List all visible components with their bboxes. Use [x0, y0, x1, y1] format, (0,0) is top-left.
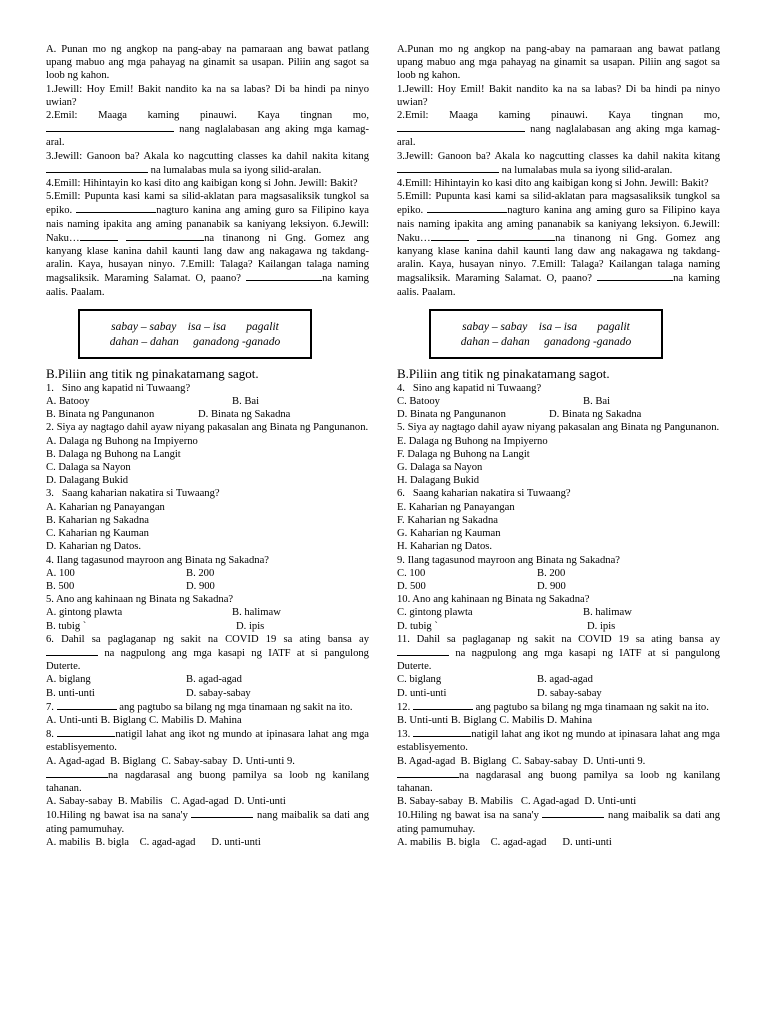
dialogue-line: 2.Emil: Maaga kaming pinauwi. Kaya tingnan mo, nang naglalabasan ang aking mga kamag-aral. — [46, 110, 369, 149]
word-choices-row: dahan – dahan ganadong -ganado — [460, 335, 632, 348]
dialogue-line: 5.Emill: Pupunta kasi kami sa silid-aklatan para magsasaliksik tungkol sa epiko. nagturo kanina ang aming guro sa Filipino kaya nais naming ipakita ang aming pananabik sa kaniyang leksiyon. 6.Jewill: Naku… na tinanong ni Gng. Gomez ang kanyang klase kanina dahil kaunti lang daw ang nakagawa ng takdang-aralin. Kaya, husayan ninyo. 7.Emill: Talaga? Kailangan talaga naming magsaliksik. Maraming Salamat. O, paano? na kaming aalis. Paalam. — [397, 191, 720, 298]
option: H. Dalagang Bukid — [397, 475, 480, 487]
part-b-heading: B.Piliin ang titik ng pinakatamang sagot. — [397, 365, 610, 381]
option: B. Dalaga ng Buhong na Langit — [46, 448, 181, 460]
answer-blank — [46, 646, 98, 656]
question: 9. Ilang tagasunod mayroon ang Binata ng Sakadna? — [397, 554, 620, 566]
question: 10. Ano ang kahinaan ng Binata ng Sakadna? — [397, 594, 590, 606]
dialogue-line: 4.Emill: Hihintayin ko kasi dito ang kaibigan kong si John. Jewill: Bakit? — [46, 178, 358, 190]
answer-blank — [80, 231, 118, 241]
option: G. Kaharian ng Kauman — [397, 528, 501, 540]
answer-blank — [126, 231, 204, 241]
word-choices-row: sabay – sabay isa – isa pagalit — [111, 320, 279, 333]
question: 8. natigil lahat ang ikot ng mundo at ipinasara lahat ang mga establisyemento. — [46, 729, 369, 754]
answer-blank — [413, 727, 471, 737]
answer-blank — [397, 122, 525, 132]
question: 10.Hiling ng bawat isa na sana'y nang maibalik sa dati ang ating pamumuhay. — [46, 810, 369, 835]
question: na nagdarasal ang buong pamilya sa loob ng kanilang tahanan. — [397, 769, 720, 794]
answer-blank — [477, 231, 555, 241]
answer-blank — [397, 646, 449, 656]
answer-blank — [597, 271, 673, 281]
question: 7. ang pagtubo sa bilang ng mga tinamaan ng sakit na ito. — [46, 701, 353, 713]
question: 6. Dahil sa paglaganap ng sakit na COVID 19 sa ating bansa ay na nagpulong ang mga kasapi ng IATF at si pangulong Duterte. — [46, 633, 369, 673]
options-row: A. mabilis B. bigla C. agad-agad D. unti-unti — [397, 836, 612, 848]
question: 4. Ilang tagasunod mayroon ang Binata ng Sakadna? — [46, 554, 269, 566]
option: E. Kaharian ng Panayangan — [397, 501, 515, 513]
option: B. Kaharian ng Sakadna — [46, 514, 149, 526]
option: H. Kaharian ng Datos. — [397, 541, 493, 553]
part-a-instructions: A.Punan mo ng angkop na pang-abay na pamaraan ang bawat patlang upang mabuo ang mga pahayag na ginamit sa usapan. Piliin ang sagot sa loob ng kahon. — [397, 44, 720, 82]
worksheet-column-left — [46, 43, 369, 849]
answer-blank — [413, 700, 473, 710]
options-row: B. tubig ` D. ipis — [46, 620, 265, 632]
question: 2. Siya ay nagtago dahil ayaw niyang pakasalan ang Binata ng Pangunanon. — [46, 422, 369, 434]
part-b-heading: B.Piliin ang titik ng pinakatamang sagot. — [46, 365, 259, 381]
question: na nagdarasal ang buong pamilya sa loob ng kanilang tahanan. — [46, 769, 369, 794]
options-row: A. mabilis B. bigla C. agad-agad D. unti-unti — [46, 836, 261, 848]
answer-blank — [46, 163, 148, 173]
dialogue-line: 1.Jewill: Hoy Emil! Bakit nandito ka na sa labas? Di ba hindi pa ninyo uwian? — [397, 83, 720, 108]
option: F. Kaharian ng Sakadna — [397, 514, 498, 526]
option: G. Dalaga sa Nayon — [397, 462, 483, 474]
question: 10.Hiling ng bawat isa na sana'y nang maibalik sa dati ang ating pamumuhay. — [397, 810, 720, 835]
question: 1. Sino ang kapatid ni Tuwaang? — [46, 382, 191, 394]
word-choices-row: dahan – dahan ganadong -ganado — [109, 335, 281, 348]
answer-blank — [397, 163, 499, 173]
options-row: A. biglang B. agad-agad — [46, 674, 242, 686]
option: C. Dalaga sa Nayon — [46, 462, 131, 474]
options-row: C. gintong plawta B. halimaw — [397, 607, 632, 619]
option: A. Dalaga ng Buhong na Impiyerno — [46, 435, 198, 447]
dialogue-line: 2.Emil: Maaga kaming pinauwi. Kaya tingnan mo, nang naglalabasan ang aking mga kamag-aral. — [397, 110, 720, 149]
options-row: C. Batooy B. Bai — [397, 396, 611, 408]
word-choices-row: sabay – sabay isa – isa pagalit — [462, 320, 630, 333]
options-row: D. 500 D. 900 — [397, 580, 566, 592]
options-row: A. Batooy B. Bai — [46, 396, 260, 408]
options-row: A. 100 B. 200 — [46, 567, 215, 579]
dialogue-line: 5.Emill: Pupunta kasi kami sa silid-aklatan para magsasaliksik tungkol sa epiko. nagturo kanina ang aming guro sa Filipino kaya nais naming ipakita ang aming pananabik sa kaniyang leksiyon. 6.Jewill: Naku… na tinanong ni Gng. Gomez ang kanyang klase kanina dahil kaunti lang daw ang nakagawa ng takdang-aralin. Kaya, husayan ninyo. 7.Emill: Talaga? Kailangan talaga naming magsaliksik. Maraming Salamat. O, paano? na kaming aalis. Paalam. — [46, 191, 369, 298]
options-row: D. tubig ` D. ipis — [397, 620, 616, 632]
options-row: D. unti-unti D. sabay-sabay — [397, 687, 602, 699]
answer-blank — [57, 727, 115, 737]
answer-blank — [191, 808, 253, 818]
dialogue-line: 3.Jewill: Ganoon ba? Akala ko nagcutting classes ka dahil nakita kitang na lumalabas mula sa iyong silid-aralan. — [46, 150, 369, 176]
options-row: A. Agad-agad B. Biglang C. Sabay-sabay D. Unti-unti 9. — [46, 755, 295, 767]
options-row: D. Binata ng Pangunanon D. Binata ng Sakadna — [397, 409, 642, 421]
word-choices-box — [429, 309, 663, 359]
part-a-instructions: A. Punan mo ng angkop na pang-abay na pamaraan ang bawat patlang upang mabuo ang mga pahayag na ginamit sa usapan. Piliin ang sagot sa loob ng kahon. — [46, 44, 369, 82]
options-row: B. unti-unti D. sabay-sabay — [46, 687, 251, 699]
word-choices-box — [78, 309, 312, 359]
options-row: B. Binata ng Pangunanon D. Binata ng Sakadna — [46, 409, 291, 421]
answer-blank — [427, 203, 507, 213]
answer-blank — [431, 231, 469, 241]
question: 12. ang pagtubo sa bilang ng mga tinamaan ng sakit na ito. — [397, 701, 709, 713]
option: E. Dalaga ng Buhong na Impiyerno — [397, 435, 548, 447]
answer-blank — [46, 122, 174, 132]
question: 6. Saang kaharian nakatira si Tuwaang? — [397, 488, 571, 500]
question: 13. natigil lahat ang ikot ng mundo at ipinasara lahat ang mga establisyemento. — [397, 729, 720, 754]
option: A. Kaharian ng Panayangan — [46, 501, 165, 513]
options-row: B. Unti-unti B. Biglang C. Mabilis D. Mahina — [397, 714, 593, 726]
option: F. Dalaga ng Buhong na Langit — [397, 448, 530, 460]
options-row: B. Agad-agad B. Biglang C. Sabay-sabay D. Unti-unti 9. — [397, 755, 646, 767]
answer-blank — [46, 768, 108, 778]
question: 3. Saang kaharian nakatira si Tuwaang? — [46, 488, 220, 500]
answer-blank — [76, 203, 156, 213]
option: C. Kaharian ng Kauman — [46, 528, 149, 540]
question: 11. Dahil sa paglaganap ng sakit na COVID 19 sa ating bansa ay na nagpulong ang mga kasapi ng IATF at si pangulong Duterte. — [397, 633, 720, 673]
question: 5. Ano ang kahinaan ng Binata ng Sakadna? — [46, 594, 234, 606]
options-row: A. Unti-unti B. Biglang C. Mabilis D. Mahina — [46, 714, 242, 726]
options-row: C. 100 B. 200 — [397, 567, 566, 579]
options-row: C. biglang B. agad-agad — [397, 674, 593, 686]
options-row: A. gintong plawta B. halimaw — [46, 607, 281, 619]
answer-blank — [246, 271, 322, 281]
dialogue-line: 3.Jewill: Ganoon ba? Akala ko nagcutting classes ka dahil nakita kitang na lumalabas mula sa iyong silid-aralan. — [397, 150, 720, 176]
options-row: B. 500 D. 900 — [46, 580, 215, 592]
question: 4. Sino ang kapatid ni Tuwaang? — [397, 382, 542, 394]
option: D. Dalagang Bukid — [46, 475, 129, 487]
answer-blank — [542, 808, 604, 818]
options-row: A. Sabay-sabay B. Mabilis C. Agad-agad D. Unti-unti — [46, 796, 286, 808]
question: 5. Siya ay nagtago dahil ayaw niyang pakasalan ang Binata ng Pangunanon. — [397, 422, 720, 434]
dialogue-line: 1.Jewill: Hoy Emil! Bakit nandito ka na sa labas? Di ba hindi pa ninyo uwian? — [46, 83, 369, 108]
answer-blank — [57, 700, 117, 710]
option: D. Kaharian ng Datos. — [46, 541, 142, 553]
worksheet-column-right — [397, 43, 720, 849]
answer-blank — [397, 768, 459, 778]
options-row: B. Sabay-sabay B. Mabilis C. Agad-agad D. Unti-unti — [397, 796, 637, 808]
dialogue-line: 4.Emill: Hihintayin ko kasi dito ang kaibigan kong si John. Jewill: Bakit? — [397, 178, 709, 190]
